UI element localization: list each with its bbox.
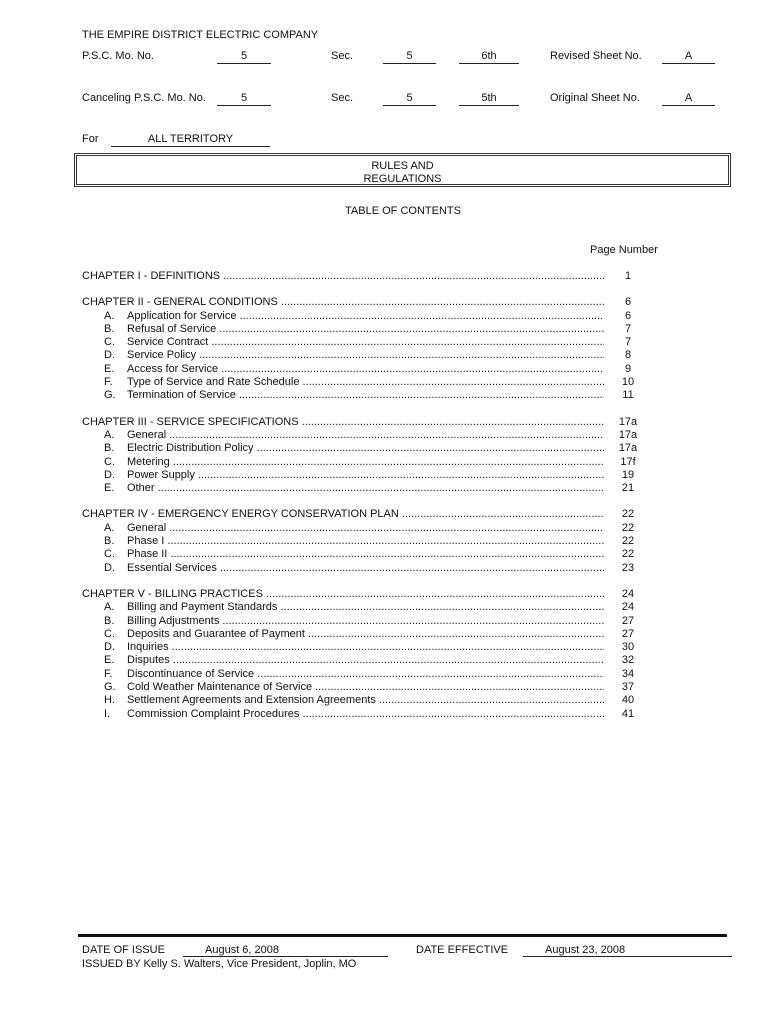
toc-chapter-page: 6 (624, 296, 632, 309)
toc-item-page: 24 (621, 601, 635, 614)
toc-item-label: Access for Service (127, 362, 219, 375)
toc-gap (82, 283, 632, 296)
toc-item-page: 19 (621, 468, 635, 481)
toc-item-letter: C. (104, 627, 115, 640)
toc-item-label: Power Supply (127, 468, 195, 481)
toc-item-letter: A. (104, 601, 115, 614)
toc-gap (82, 403, 632, 416)
toc-item-entry (104, 376, 604, 389)
psc-label: P.S.C. Mo. No. (82, 50, 154, 62)
toc-item-label: Other (127, 482, 155, 495)
toc-item-entry (104, 708, 604, 721)
toc-item-row (82, 681, 635, 694)
toc-gap (82, 495, 632, 508)
toc-item-label: Service Contract (127, 336, 209, 349)
toc-chapter-row (82, 587, 635, 601)
for-label: For (82, 133, 99, 145)
for-value: ALL TERRITORY (111, 133, 270, 147)
toc-item-row (82, 601, 635, 614)
toc-chapter-row (82, 296, 632, 309)
footer-divider (78, 934, 727, 937)
toc-item-letter: D. (104, 561, 115, 574)
toc-item-letter: D. (104, 349, 115, 362)
toc-item-label: General (127, 521, 167, 534)
toc-item-label: Refusal of Service (127, 322, 217, 335)
toc-item-label: Application for Service (127, 309, 237, 322)
toc-item-row (82, 641, 635, 654)
toc-item-row (82, 694, 635, 707)
title-box (74, 153, 731, 187)
toc-item-label: Type of Service and Rate Schedule (127, 376, 300, 389)
toc-item-page: 22 (621, 521, 635, 534)
toc-item-entry (104, 310, 604, 323)
toc-item-entry (104, 389, 604, 402)
company-name: THE EMPIRE DISTRICT ELECTRIC COMPANY (82, 29, 319, 41)
toc-item-page: 23 (621, 561, 635, 574)
toc-chapter-row (82, 415, 638, 429)
toc-item-label: General (127, 428, 167, 441)
toc-item-letter: E. (104, 482, 115, 495)
original-sheet-value: A (662, 92, 715, 106)
original-sheet-label: Original Sheet No. (550, 92, 640, 104)
toc-item-row (82, 707, 635, 721)
toc-item-page: 17a (618, 442, 638, 455)
toc-item-entry (104, 641, 604, 654)
toc-item-letter: F. (104, 376, 113, 389)
title-box-line2: REGULATIONS (363, 173, 442, 185)
toc-item-page: 27 (621, 614, 635, 627)
toc-item-label: Billing Adjustments (127, 614, 220, 627)
toc-item-entry (104, 681, 604, 694)
effective-date-value: August 23, 2008 (523, 944, 732, 957)
toc-item-row (82, 548, 635, 561)
toc-item-entry (104, 548, 604, 561)
toc-chapter-page: 1 (624, 270, 632, 282)
toc-item-page: 17a (618, 428, 638, 441)
toc-item-entry (104, 668, 604, 681)
toc-item-entry (104, 363, 604, 376)
toc-item-label: Cold Weather Maintenance of Service (127, 681, 313, 694)
toc-chapter-page: 22 (621, 508, 635, 521)
toc-item-page: 30 (621, 641, 635, 654)
toc-item-label: Phase I (127, 535, 165, 548)
toc-item-letter: A. (104, 309, 115, 322)
toc-item-letter: E. (104, 362, 115, 375)
page-number-label: Page Number (590, 244, 658, 256)
toc-item-row (82, 349, 632, 362)
toc-item-label: Essential Services (127, 561, 217, 574)
toc-chapter-title: CHAPTER III - SERVICE SPECIFICATIONS ..... (82, 416, 604, 429)
toc-item-row (82, 561, 635, 575)
sheet-value: 6th (459, 50, 519, 64)
toc-item-label: Discontinuance of Service (127, 667, 255, 680)
toc-item-page: 34 (621, 667, 635, 680)
title-box-line1: RULES AND (371, 160, 434, 172)
toc-item-letter: C. (104, 336, 115, 349)
sheet2-value: 5th (459, 92, 519, 106)
toc-item-entry (104, 562, 604, 575)
toc-item-entry (104, 456, 604, 469)
psc-value: 5 (217, 50, 271, 64)
sec-value: 5 (383, 50, 436, 64)
toc-item-page: 22 (621, 548, 635, 561)
issued-by: ISSUED BY Kelly S. Walters, Vice President, Joplin, MO (82, 958, 357, 970)
toc-item-row (82, 428, 638, 442)
toc-item-letter: B. (104, 442, 115, 455)
toc-item-page: 27 (621, 627, 635, 640)
toc-item-page: 32 (621, 654, 635, 667)
toc-item-label: Termination of Service (127, 389, 236, 402)
toc-item-page: 17f (620, 455, 636, 468)
toc-item-entry (104, 628, 604, 641)
toc-chapter-page: 17a (618, 415, 638, 428)
toc-item-letter: D. (104, 641, 115, 654)
revised-sheet-label: Revised Sheet No. (550, 50, 642, 62)
sec-label: Sec. (331, 50, 354, 62)
toc-item-label: Electric Distribution Policy (127, 442, 254, 455)
toc-item-entry (104, 601, 604, 614)
toc-item-letter: B. (104, 535, 115, 548)
toc-item-row (82, 442, 638, 455)
toc-chapter-row (82, 270, 632, 283)
toc-chapter-title: CHAPTER I - DEFINITIONS ..... (82, 270, 604, 283)
toc-item-letter: F. (104, 667, 113, 680)
toc-item-page: 41 (621, 707, 635, 720)
toc-item-letter: I. (104, 707, 111, 720)
sec2-value: 5 (383, 92, 436, 106)
toc-item-row (82, 310, 632, 323)
toc-item-letter: C. (104, 548, 115, 561)
toc-item-row (82, 323, 632, 336)
toc-item-row (82, 627, 635, 641)
toc-item-letter: E. (104, 654, 115, 667)
toc-item-entry (104, 694, 604, 707)
toc-item-page: 40 (621, 694, 635, 707)
toc-chapter-page: 24 (621, 587, 635, 600)
canceling-value: 5 (217, 92, 271, 106)
toc-item-label: Billing and Payment Standards (127, 601, 278, 614)
toc-item-row (82, 654, 635, 667)
issue-date-label: DATE OF ISSUE (82, 944, 165, 956)
toc-item-row (82, 455, 636, 469)
toc-item-page: 11 (622, 389, 634, 402)
toc-item-entry (104, 535, 604, 548)
toc-item-row (82, 521, 635, 535)
toc-item-entry (104, 442, 604, 455)
toc-item-row (82, 389, 632, 402)
toc-item-page: 22 (621, 535, 635, 548)
toc-item-letter: G. (104, 681, 116, 694)
toc-item-entry (104, 654, 604, 667)
toc-item-letter: H. (104, 694, 115, 707)
toc-item-row (82, 363, 632, 376)
toc-item-entry (104, 349, 604, 362)
toc-item-entry (104, 615, 604, 628)
toc-title: TABLE OF CONTENTS (345, 205, 461, 217)
toc-item-row (82, 468, 635, 482)
toc-item-label: Phase II (127, 548, 168, 561)
toc-item-letter: A. (104, 521, 115, 534)
toc-item-row (82, 535, 635, 548)
toc-chapter-title: CHAPTER II - GENERAL CONDITIONS ..... (82, 296, 604, 309)
canceling-label: Canceling P.S.C. Mo. No. (82, 92, 206, 104)
toc-item-row (82, 336, 632, 349)
toc-item-page: 8 (624, 349, 632, 362)
toc-item-row (82, 376, 635, 389)
toc-item-page: 9 (624, 362, 632, 375)
toc-item-page: 10 (621, 376, 635, 389)
toc-item-row (82, 482, 635, 495)
table-of-contents (82, 270, 638, 721)
toc-item-label: Disputes (127, 654, 170, 667)
toc-item-row (82, 614, 635, 628)
toc-item-entry (104, 323, 604, 336)
toc-chapter-row (82, 508, 635, 521)
sec2-label: Sec. (331, 92, 354, 104)
toc-chapter-title: CHAPTER IV - EMERGENCY ENERGY CONSERVATION PLAN ..... (82, 508, 604, 521)
toc-gap (82, 575, 632, 588)
toc-item-page: 6 (624, 309, 632, 322)
toc-item-letter: B. (104, 322, 115, 335)
toc-item-entry (104, 469, 604, 482)
toc-item-page: 7 (624, 336, 632, 349)
toc-item-label: Commission Complaint Procedures (127, 707, 300, 720)
toc-item-entry (104, 522, 604, 535)
toc-item-label: Deposits and Guarantee of Payment (127, 627, 305, 640)
toc-item-page: 7 (624, 322, 632, 335)
toc-item-row (82, 667, 635, 681)
toc-item-page: 37 (621, 681, 635, 694)
issue-date-value: August 6, 2008 (183, 944, 388, 957)
toc-item-label: Service Policy (127, 349, 197, 362)
toc-item-letter: D. (104, 468, 115, 481)
toc-item-letter: B. (104, 614, 115, 627)
toc-item-label: Inquiries (127, 641, 169, 654)
toc-item-entry (104, 336, 604, 349)
effective-date-label: DATE EFFECTIVE (416, 944, 509, 956)
toc-item-letter: G. (104, 389, 116, 402)
revised-sheet-value: A (662, 50, 715, 64)
toc-chapter-title: CHAPTER V - BILLING PRACTICES ..... (82, 588, 604, 601)
toc-item-label: Settlement Agreements and Extension Agreements (127, 694, 376, 707)
toc-item-label: Metering (127, 455, 170, 468)
toc-item-entry (104, 482, 604, 495)
toc-item-page: 21 (621, 482, 635, 495)
toc-item-letter: A. (104, 428, 115, 441)
toc-item-entry (104, 429, 604, 442)
toc-item-letter: C. (104, 455, 115, 468)
